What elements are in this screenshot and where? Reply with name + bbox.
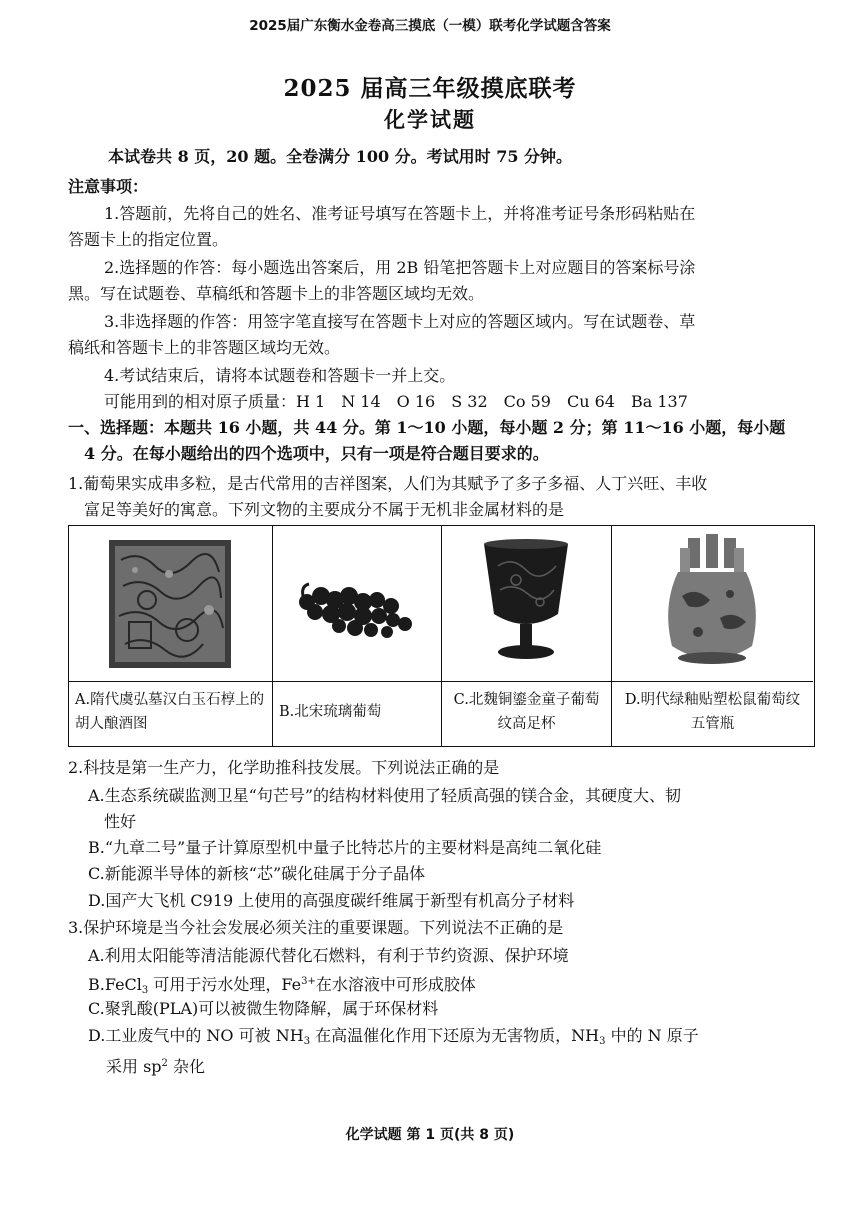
q2-option-b: B.“九章二号”量子计算原型机中量子比特芯片的主要材料是高纯二氧化硅	[88, 838, 602, 857]
q2-option-c: C.新能源半导体的新核“芯”碳化硅属于分子晶体	[88, 864, 426, 883]
q3-option-b: B.FeCl$_3$ 可用于污水处理，$Fe^{3+}$在水溶液中可形成胶体	[88, 975, 476, 996]
notice-line: 3.非选择题的作答：用签字笔直接写在答题卡上对应的答题区域内。写在试题卷、草	[104, 312, 696, 331]
document-header: 2025届广东衡水金卷高三摸底（一模）联考化学试题含答案	[249, 18, 611, 34]
option-c-image	[442, 526, 611, 682]
notice-line: 2.选择题的作答：每小题选出答案后，用 2B 铅笔把答题卡上对应题目的答案标号涂	[104, 258, 696, 277]
section-heading-cont: 4 分。在每小题给出的四个选项中，只有一项是符合题目要求的。	[84, 444, 549, 463]
goblet-icon	[442, 526, 610, 680]
option-d-label: D.明代绿釉贴塑松鼠葡萄纹五管瓶	[624, 692, 801, 732]
option-a-label: A.隋代虞弘墓汉白玉石椁上的胡人酿酒图	[75, 692, 265, 732]
q1-stem-cont: 富足等美好的寓意。下列文物的主要成分不属于无机非金属材料的是	[84, 500, 565, 519]
q3-option-d: D.工业废气中的 NO 可被 $NH_3$ 在高温催化作用下还原为无害物质，$NH_3$ 中的 N 原子	[88, 1026, 699, 1047]
notice-line: 4.考试结束后，请将本试题卷和答题卡一并上交。	[104, 366, 456, 385]
q3-option-d-cont: 采用 $sp^2$ 杂化	[106, 1057, 206, 1076]
notice-line: 稿纸和答题卡上的非答题区域均无效。	[68, 338, 341, 357]
section-heading: 一、选择题：本题共 16 小题，共 44 分。第 1～10 小题，每小题 2 分；第 11～16 小题，每小题	[68, 418, 786, 437]
q2-option-d: D.国产大飞机 C919 上使用的高强度碳纤维属于新型有机高分子材料	[88, 891, 575, 910]
option-a-cell	[69, 526, 273, 746]
option-c-cell	[442, 526, 612, 746]
q1-options-table	[68, 525, 815, 747]
notice-line: 黑。写在试题卷、草稿纸和答题卡上的非答题区域均无效。	[68, 284, 485, 303]
grapes-icon	[273, 526, 439, 680]
notice-heading: 注意事项：	[68, 177, 149, 196]
exam-title: 2025 届高三年级摸底联考	[283, 75, 577, 102]
q2-stem: 2.科技是第一生产力，化学助推科技发展。下列说法正确的是	[68, 758, 500, 777]
option-b-cell	[273, 526, 442, 746]
option-b-image	[273, 526, 441, 682]
option-c-label: C.北魏铜鎏金童子葡萄纹高足杯	[453, 692, 600, 732]
exam-intro: 本试卷共 8 页，20 题。全卷满分 100 分。考试用时 75 分钟。	[108, 147, 573, 166]
option-d-image	[612, 526, 813, 682]
q1-stem: 1.葡萄果实成串多粒，是古代常用的吉祥图案，人们为其赋予了多子多福、人丁兴旺、丰收	[68, 474, 708, 493]
subject-title: 化学试题	[384, 107, 476, 132]
vase-icon	[612, 526, 812, 680]
q2-option-a-cont: 性好	[104, 812, 137, 831]
option-d-cell	[612, 526, 813, 746]
q3-stem: 3.保护环境是当今社会发展必须关注的重要课题。下列说法不正确的是	[68, 918, 564, 937]
q3-option-a: A.利用太阳能等清洁能源代替化石燃料，有利于节约资源、保护环境	[88, 946, 569, 965]
option-a-image	[69, 526, 272, 682]
carved-relief-icon	[69, 526, 270, 680]
page-footer: 化学试题 第 1 页(共 8 页)	[345, 1127, 515, 1143]
atomic-masses: 可能用到的相对原子质量：H 1 N 14 O 16 S 32 Co 59 Cu 64 Ba 137	[104, 392, 688, 411]
notice-line: 答题卡上的指定位置。	[68, 230, 229, 249]
q3-option-c: C.聚乳酸(PLA)可以被微生物降解，属于环保材料	[88, 999, 439, 1018]
option-b-label: B.北宋琉璃葡萄	[279, 704, 382, 720]
notice-line: 1.答题前，先将自己的姓名、准考证号填写在答题卡上，并将准考证号条形码粘贴在	[104, 204, 696, 223]
q2-option-a: A.生态系统碳监测卫星“句芒号”的结构材料使用了轻质高强的镁合金，其硬度大、韧	[88, 786, 682, 805]
